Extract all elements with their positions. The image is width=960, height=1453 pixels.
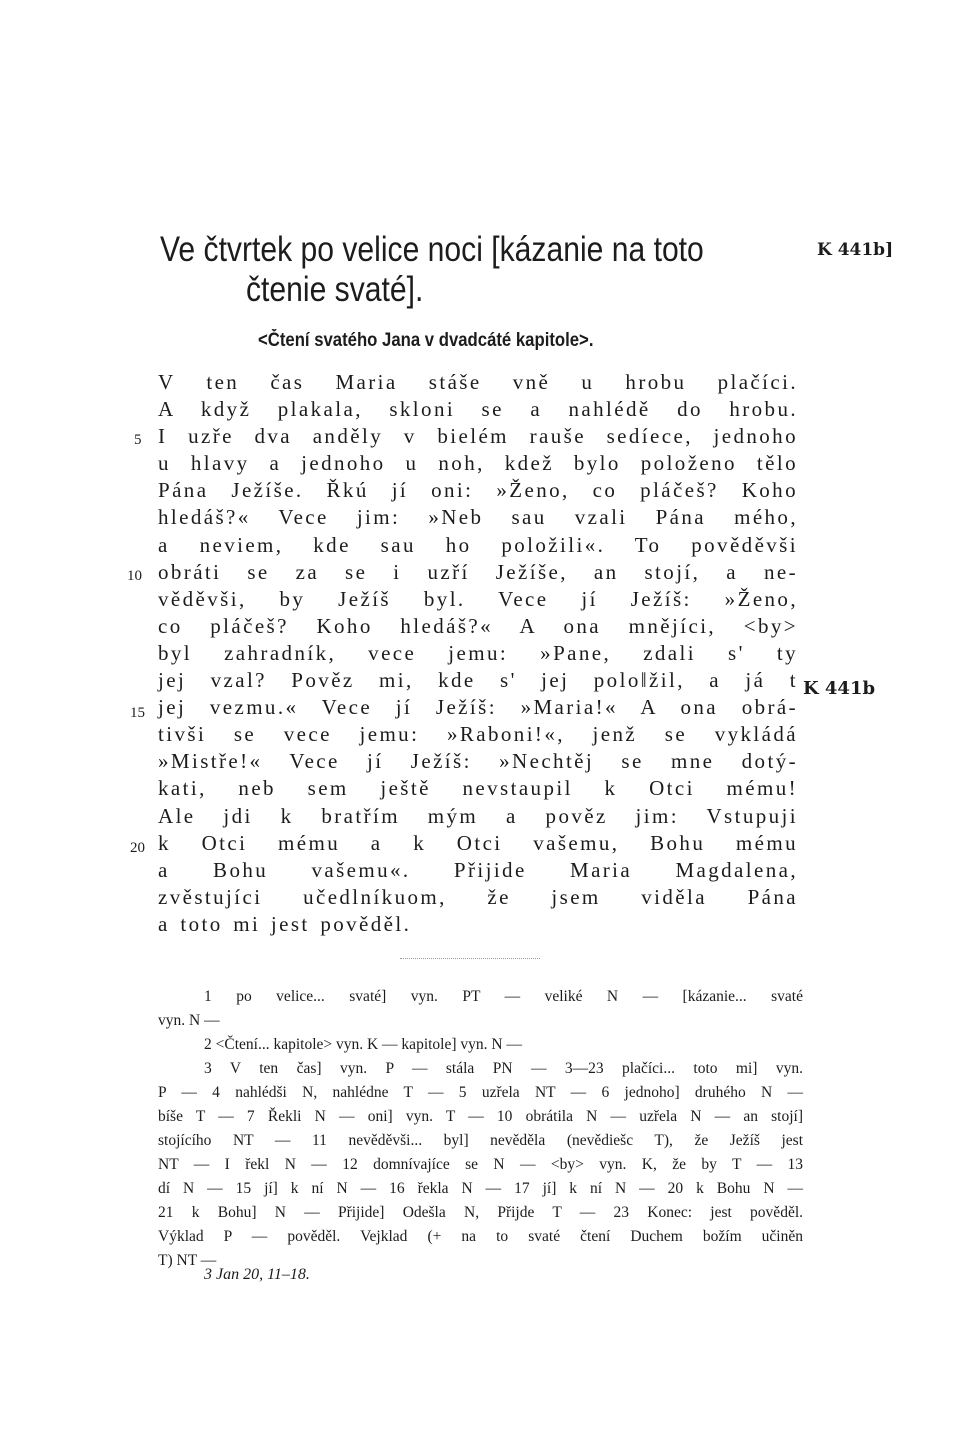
margin-ref-2: K 441b bbox=[803, 678, 876, 699]
apparatus-line: 1 po velice... svaté] vyn. PT — veliké N — [kázanie... svaté bbox=[204, 988, 803, 1005]
text-line: byl zahradník, vece jemu: »Pane, zdali s' ty bbox=[158, 640, 798, 665]
text-line: a Bohu vašemu«. Přijide Maria Magdalena, bbox=[158, 857, 798, 882]
text-line: u hlavy a jednoho u noh, kdež bylo položeno tělo bbox=[158, 451, 798, 476]
line-number-5: 5 bbox=[134, 432, 142, 448]
heading-line-1: Ve čtvrtek po velice noci [kázanie na toto bbox=[160, 230, 704, 269]
text-line: »Mistře!« Vece jí Ježíš: »Nechtěj se mne dotý- bbox=[158, 749, 798, 774]
apparatus-line: 2 <Čtení... kapitole> vyn. K — kapitole] vyn. N — bbox=[204, 1036, 522, 1053]
line-number-10: 10 bbox=[127, 568, 142, 584]
apparatus-line: Výklad P — pověděl. Vejklad (+ na to svaté čtení Duchem božím učiněn bbox=[158, 1228, 803, 1245]
text-line: a toto mi jest pověděl. bbox=[158, 911, 412, 936]
heading-line-2: čtenie svaté]. bbox=[246, 270, 424, 309]
text-line: hledáš?« Vece jim: »Neb sau vzali Pána mého, bbox=[158, 505, 798, 530]
apparatus-line: P — 4 nahlédši N, nahlédne T — 5 uzřela NT — 6 jednoho] druhého N — bbox=[158, 1084, 803, 1101]
critical-apparatus bbox=[158, 985, 803, 1273]
line-number-20: 20 bbox=[130, 840, 145, 856]
apparatus-line: stojícího NT — 11 nevěděvši... byl] nevěděla (nevědiešc T), že Ježíš jest bbox=[158, 1132, 803, 1149]
apparatus-line: vyn. N — bbox=[158, 1012, 220, 1029]
apparatus-line: dí N — 15 jí] k ní N — 16 řekla N — 17 jí] k ní N — 20 k Bohu N — bbox=[158, 1180, 803, 1197]
text-line: kati, neb sem ještě nevstaupil k Otci mému! bbox=[158, 776, 798, 801]
text-line: V ten čas Maria stáše vně u hrobu plačíci. bbox=[158, 370, 798, 394]
text-line: Ale jdi k bratřím mým a pověz jim: Vstupuji bbox=[158, 803, 798, 828]
source-reference: 3 Jan 20, 11–18. bbox=[204, 1266, 310, 1283]
apparatus-divider bbox=[400, 958, 540, 959]
text-line: a neviem, kde sau ho položili«. To pověděvši bbox=[158, 532, 798, 557]
margin-ref-1: K 441b] bbox=[817, 240, 894, 260]
text-line: k Otci mému a k Otci vašemu, Bohu mému bbox=[158, 830, 798, 855]
text-line: věděvši, by Ježíš byl. Vece jí Ježíš: »Ženo, bbox=[158, 586, 798, 611]
main-text bbox=[158, 369, 798, 938]
text-line: jej vzal? Pověz mi, kde s' jej polo‖žil, a já t bbox=[158, 668, 798, 693]
text-line: zvěstujíci učedlníkuom, že jsem viděla Pána bbox=[158, 884, 798, 909]
text-line: A když plakala, skloni se a nahlédě do hrobu. bbox=[158, 397, 798, 422]
text-line: I uzře dva anděly v bielém rauše sedíece, jednoho bbox=[158, 424, 798, 449]
subheading: <Čtení svatého Jana v dvadcáté kapitole>. bbox=[258, 330, 594, 351]
apparatus-line: NT — I řekl N — 12 domnívajíce se N — <by> vyn. K, že by T — 13 bbox=[158, 1156, 803, 1173]
apparatus-line: T) NT — bbox=[158, 1252, 217, 1269]
text-line: obráti se za se i uzří Ježíše, an stojí, a ne- bbox=[158, 559, 798, 584]
apparatus-line: 21 k Bohu] N — Přijide] Odešla N, Přijde T — 23 Konec: jest pověděl. bbox=[158, 1204, 803, 1221]
page-heading bbox=[160, 230, 710, 310]
text-line: Pána Ježíše. Řkú jí oni: »Ženo, co pláčeš? Koho bbox=[158, 478, 798, 503]
text-line: tivši se vece jemu: »Raboni!«, jenž se vykládá bbox=[158, 722, 798, 747]
apparatus-line: 3 V ten čas] vyn. P — stála PN — 3—23 plačíci... toto mi] vyn. bbox=[204, 1060, 803, 1077]
text-line: jej vezmu.« Vece jí Ježíš: »Maria!« A ona obrá- bbox=[158, 695, 798, 720]
line-number-15: 15 bbox=[130, 705, 145, 721]
text-line: co pláčeš? Koho hledáš?« A ona mnějíci, <by> bbox=[158, 613, 798, 638]
apparatus-line: bíše T — 7 Řekli N — oni] vyn. T — 10 obrátila N — uzřela N — an stojí] bbox=[158, 1108, 803, 1125]
